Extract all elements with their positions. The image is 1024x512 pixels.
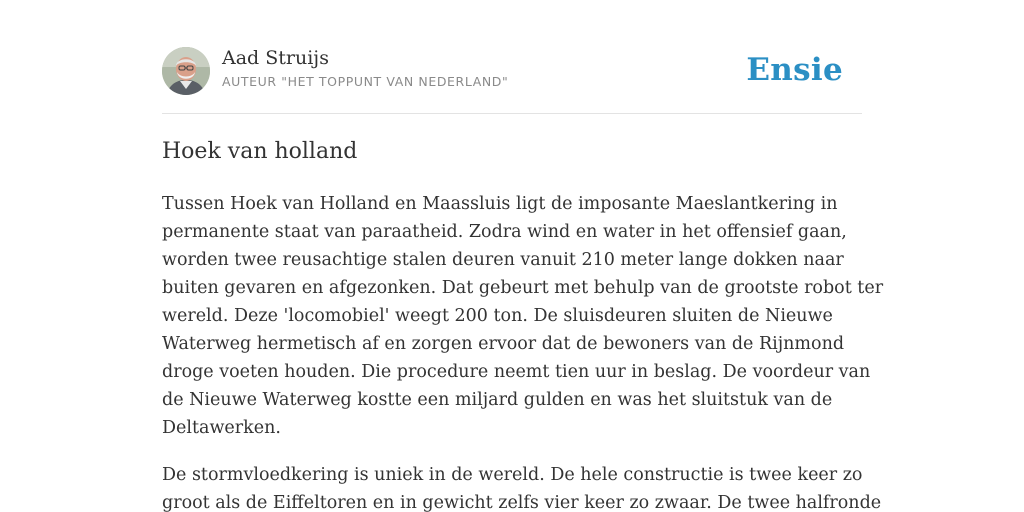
- header-divider: [162, 113, 862, 114]
- paragraph-line: droge voeten houden. Die procedure neemt tien uur in beslag. De voordeur van: [162, 362, 871, 382]
- article-paragraph: [162, 190, 884, 442]
- paragraph-line: de Nieuwe Waterweg kostte een miljard gulden en was het sluitstuk van de: [162, 390, 833, 410]
- paragraph-line: Waterweg hermetisch af en zorgen ervoor dat de bewoners van de Rijnmond: [162, 334, 845, 354]
- paragraph-line: worden twee reusachtige stalen deuren vanuit 210 meter lange dokken naar: [162, 250, 844, 270]
- brand-logo[interactable]: Ensie: [746, 52, 843, 88]
- paragraph-line: permanente staat van paraatheid. Zodra wind en water in het offensief gaan,: [162, 222, 847, 242]
- paragraph-line: De stormvloedkering is uniek in de wereld. De hele constructie is twee keer zo: [162, 465, 863, 485]
- paragraph-line: buiten gevaren en afgezonken. Dat gebeurt met behulp van de grootste robot ter: [162, 278, 884, 298]
- article-paragraph: [162, 461, 882, 512]
- article-title: Hoek van holland: [162, 139, 358, 164]
- article-header: [162, 46, 862, 96]
- author-subtitle: AUTEUR "HET TOPPUNT VAN NEDERLAND": [222, 74, 509, 89]
- paragraph-line: Tussen Hoek van Holland en Maassluis ligt de imposante Maeslantkering in: [162, 194, 838, 214]
- author-avatar[interactable]: [162, 47, 210, 95]
- paragraph-line: wereld. Deze 'locomobiel' weegt 200 ton. De sluisdeuren sluiten de Nieuwe: [162, 306, 833, 326]
- author-portrait-icon: [162, 47, 210, 95]
- author-name[interactable]: Aad Struijs: [222, 47, 329, 69]
- paragraph-line: Deltawerken.: [162, 418, 281, 438]
- paragraph-line: groot als de Eiffeltoren en in gewicht zelfs vier keer zo zwaar. De twee halfronde: [162, 493, 882, 512]
